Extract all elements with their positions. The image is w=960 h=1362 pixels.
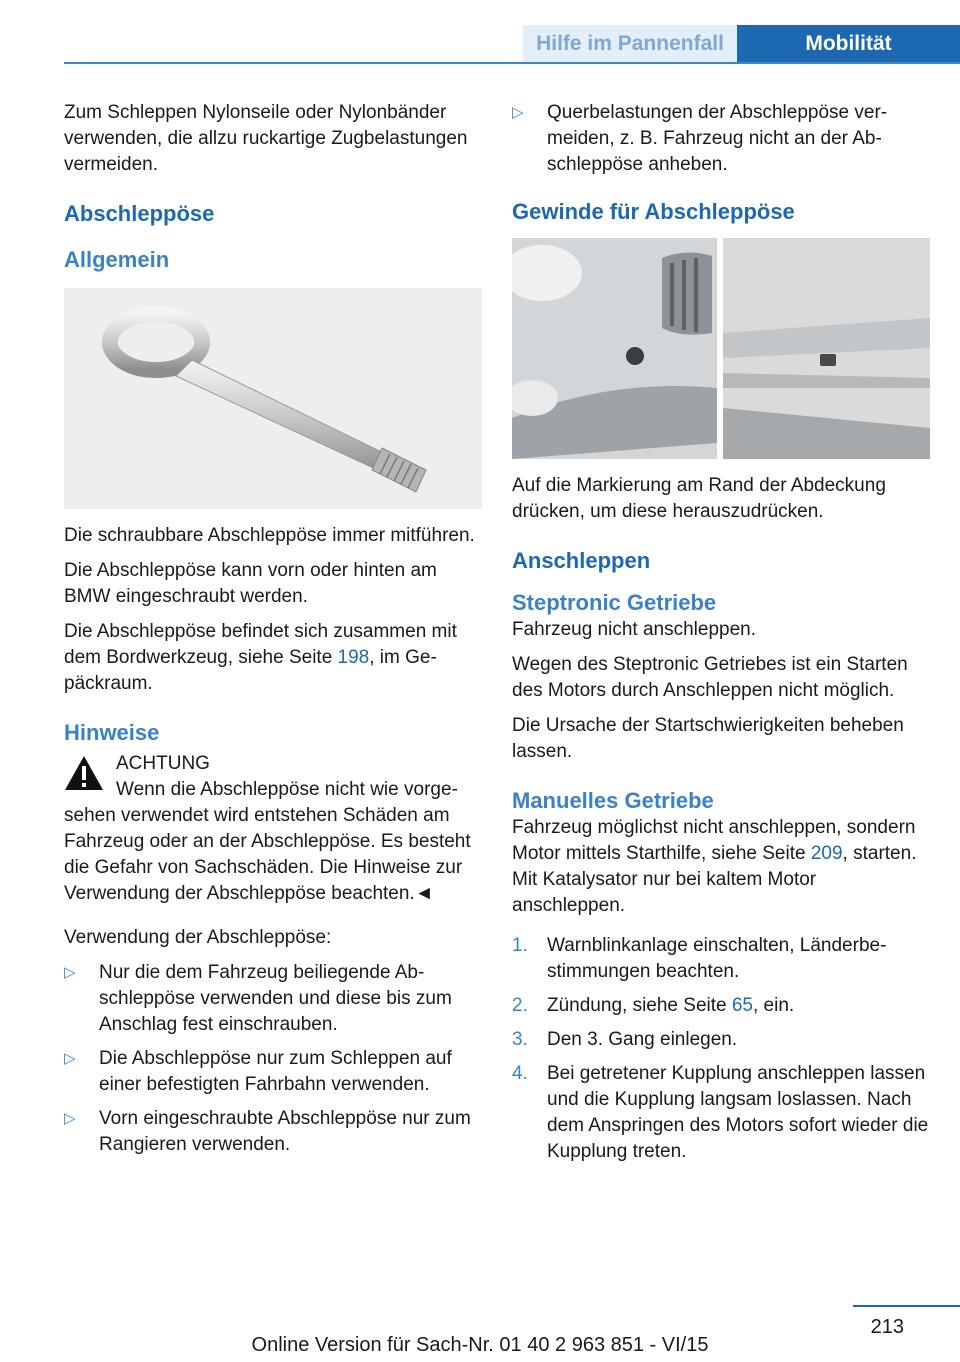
left-column [64, 100, 482, 1166]
footer-rule [853, 1305, 960, 1307]
manual-text-before: Fahrzeug möglichst nicht anschleppen, sondern Motor mittels Starthilfe, siehe Seite [512, 817, 916, 864]
manual-paragraph [512, 815, 930, 919]
list-item [512, 1027, 930, 1053]
manual-text-after: , starten. Mit Katalysator nur bei kaltem Motor anschleppen. [512, 843, 917, 916]
list-item [512, 1061, 930, 1165]
steptronic-p3: Die Ursache der Startschwierigkeiten beheben lassen. [512, 715, 904, 762]
list-item-text: Querbelastungen der Abschleppöse vermeiden, z. B. Fahrzeug nicht an der Abschleppöse anheben. [547, 102, 888, 175]
list-item [512, 933, 930, 985]
warning-block [64, 751, 482, 907]
towing-eye-illustration [64, 288, 482, 509]
steptronic-p1: Fahrzeug nicht anschleppen. [512, 619, 756, 640]
heading-towing: Anschleppen [512, 548, 651, 573]
page-link-209[interactable]: 209 [810, 843, 843, 864]
page-number: 213 [870, 1316, 904, 1338]
paragraph-always-carry: Die schraubbare Abschleppöse immer mitführen. [64, 525, 475, 546]
step-text: Warnblinkanlage einschalten, Länderbestimmungen beachten. [547, 935, 887, 982]
list-item-text: Nur die dem Fahrzeug beiliegende Abschleppöse verwenden und diese bis zum Anschlag fest einschrauben. [99, 962, 452, 1035]
location-text-before: Die Abschleppöse befindet sich zusammen mit dem Bordwerkzeug, siehe Seite [64, 621, 457, 668]
step-text: Bei getretener Kupplung anschleppen lassen und die Kupplung langsam loslassen. Nach dem Anspringen des Motors sofort wieder die Kupplung treten. [547, 1063, 929, 1162]
list-item-text: Vorn eingeschraubte Abschleppöse nur zum Rangieren verwenden. [99, 1108, 471, 1155]
step-number: 4. [512, 1063, 528, 1084]
paragraph-front-rear: Die Abschleppöse kann vorn oder hinten am BMW eingeschraubt werden. [64, 560, 437, 607]
step-number: 2. [512, 995, 528, 1016]
location-text-after: , im Gepäckraum. [64, 647, 437, 694]
heading-general: Allgemein [64, 247, 170, 272]
right-column [512, 100, 930, 1173]
triangle-bullet-icon: ▷ [512, 104, 524, 121]
continued-usage-list [512, 100, 930, 178]
steptronic-p2: Wegen des Steptronic Getriebes ist ein Starten des Motors durch Anschleppen nicht möglich. [512, 654, 908, 701]
list-item [64, 1106, 482, 1158]
list-item [512, 100, 930, 178]
heading-towing-eye: Abschleppöse [64, 201, 215, 226]
towing-steps-list [512, 933, 930, 1165]
usage-list [64, 960, 482, 1158]
heading-manual: Manuelles Getriebe [512, 788, 714, 813]
list-item [64, 1046, 482, 1098]
step-text: Den 3. Gang einlegen. [547, 1029, 738, 1050]
warning-triangle-icon [64, 755, 104, 791]
step-text: Zündung, siehe Seite [547, 995, 732, 1016]
heading-thread: Gewinde für Abschleppöse [512, 199, 795, 224]
header-rule [64, 62, 960, 64]
bumper-photo [512, 238, 930, 459]
usage-intro: Verwendung der Abschleppöse: [64, 927, 332, 948]
warning-title: ACHTUNG [116, 753, 210, 774]
triangle-bullet-icon: ▷ [64, 1110, 76, 1127]
step-number: 3. [512, 1029, 528, 1050]
thread-instruction: Auf die Markierung am Rand der Abdeckung drücken, um diese herauszudrücken. [512, 475, 886, 522]
paragraph-location [64, 619, 482, 697]
warning-text-first-line: Wenn die Abschleppöse nicht wie vorge- [116, 779, 458, 800]
step-text-after: , ein. [753, 995, 795, 1016]
step-number: 1. [512, 935, 528, 956]
list-item-text: Die Abschleppöse nur zum Schleppen auf einer befestigten Fahrbahn verwenden. [99, 1048, 452, 1095]
heading-notes: Hinweise [64, 720, 160, 745]
heading-steptronic: Steptronic Getriebe [512, 590, 717, 615]
towing-eye-figure [64, 288, 482, 509]
intro-paragraph: Zum Schleppen Nylonseile oder Nylonbänder verwenden, die allzu ruckartige Zugbelastungen vermeiden. [64, 102, 468, 175]
page-link-65[interactable]: 65 [731, 995, 753, 1016]
triangle-bullet-icon: ▷ [64, 1050, 76, 1067]
list-item [512, 993, 930, 1019]
warning-text: sehen verwendet wird entstehen Schäden am Fahrzeug oder an der Abschleppöse. Es besteht die Gefahr von Sachschäden. Die Hinweise zur Verwendung der Abschleppöse beachten.◄ [64, 805, 471, 904]
page-link-198[interactable]: 198 [337, 647, 370, 668]
list-item [64, 960, 482, 1038]
thread-cover-figure [512, 238, 930, 459]
online-version-footer: Online Version für Sach-Nr. 01 40 2 963 851 - VI/15 [251, 1334, 709, 1356]
section-tab: Hilfe im Pannenfall [523, 25, 737, 62]
triangle-bullet-icon: ▷ [64, 964, 76, 981]
chapter-tab: Mobilität [737, 25, 960, 62]
